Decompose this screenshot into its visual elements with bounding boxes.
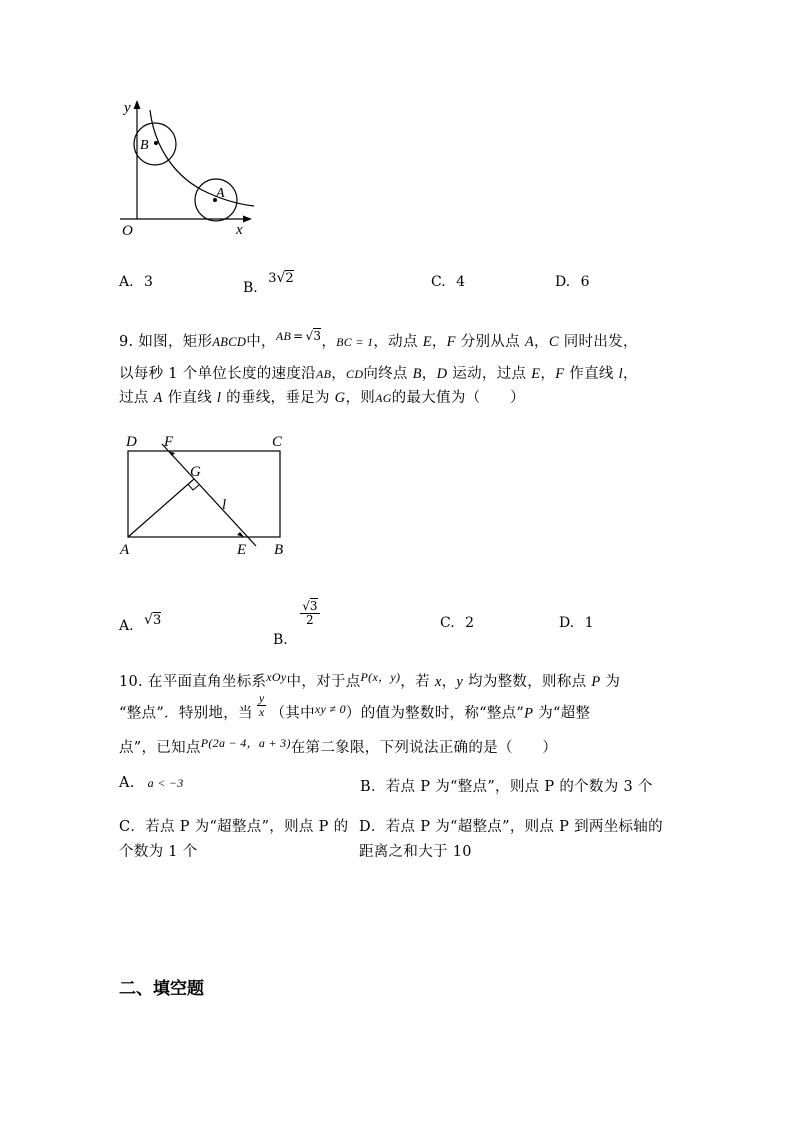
option-text-line1: C．若点 P 为“超整点”，则点 P 的 <box>119 819 349 835</box>
rect-name: ABCD <box>212 335 247 349</box>
var-f: F <box>446 334 456 350</box>
q9-text: 如图，矩形 <box>138 334 213 350</box>
fraction-numerator: √3 <box>302 599 318 613</box>
q9-text: 向终点 <box>363 366 413 382</box>
q8-option-d[interactable] <box>555 274 590 290</box>
q9-text: 运动，过点 <box>447 366 532 382</box>
label-b: B <box>274 542 284 558</box>
label-o: O <box>122 223 133 238</box>
q9-text: ， <box>540 366 556 382</box>
radical-sign: √ <box>276 270 286 286</box>
q9-text: ， <box>534 334 549 350</box>
q9-text: 的最大值为（ ） <box>391 390 525 406</box>
label-g: G <box>190 464 201 480</box>
q10-text: ）的值为整数时，称“整点” <box>345 705 525 722</box>
option-value: a < −3 <box>147 776 184 790</box>
q9-option-c[interactable] <box>440 615 474 631</box>
q9-text: ， <box>431 334 447 350</box>
q9-figure <box>116 430 296 560</box>
q9-line-2 <box>119 362 638 383</box>
q9-text: ，则 <box>345 390 376 406</box>
option-text-line2: 距离之和大于 10 <box>359 844 472 860</box>
condition: xy ≠ 0 <box>314 701 346 716</box>
q9-text: ， <box>321 334 337 350</box>
q9-text: ，动点 <box>373 334 423 350</box>
y-axis-arrow <box>134 100 141 109</box>
var-p: P <box>591 674 601 690</box>
section-heading: 二、填空题 <box>119 979 204 999</box>
var-b: B <box>412 366 422 382</box>
x-axis-arrow <box>243 216 252 223</box>
q9-text: 同时出发， <box>558 334 638 350</box>
q9-text: 作直线 <box>564 366 619 382</box>
option-letter: D. <box>559 615 575 631</box>
label-a: A <box>216 186 225 201</box>
label-a: A <box>120 542 130 558</box>
q10-text: “整点”．特别地，当 <box>119 705 253 722</box>
label-c: C <box>272 434 283 450</box>
q10-line-3 <box>119 736 557 757</box>
q9-line-3 <box>119 386 525 407</box>
fraction <box>300 600 319 627</box>
fraction-denominator: x <box>258 705 265 719</box>
label-e: E <box>237 542 247 558</box>
label-l: l <box>222 497 227 513</box>
q9-text: 中， <box>246 334 276 350</box>
question-number: 10. <box>119 674 143 690</box>
var-x: x <box>434 674 442 690</box>
q8-option-a[interactable] <box>119 274 153 290</box>
option-letter: A. <box>119 618 134 634</box>
radicand: 3 <box>152 613 162 628</box>
option-letter: A. <box>119 775 135 791</box>
var-a: A <box>524 334 535 350</box>
q10-text: 在第二象限，下列说法正确的是（ ） <box>290 740 558 756</box>
q9-text: 过点 <box>119 390 154 406</box>
segment-ag <box>128 479 194 537</box>
q9-text: ， <box>421 366 437 382</box>
q10-text: （其中 <box>270 705 315 722</box>
q8-option-c[interactable] <box>431 274 465 290</box>
ag-label: AG <box>375 391 392 405</box>
arrow-e <box>237 532 244 537</box>
rectangle-abcd <box>128 451 280 537</box>
fraction-denominator: 2 <box>306 613 314 627</box>
question-number: 9. <box>119 334 134 350</box>
radicand: 2 <box>285 271 294 286</box>
q9-text: ， <box>622 366 638 382</box>
q10-option-c[interactable] <box>119 815 348 861</box>
radicand: 3 <box>313 329 322 343</box>
option-value: 3 <box>144 274 153 290</box>
q10-text: 在平面直角坐标系 <box>147 674 267 690</box>
q10-line-2 <box>119 691 591 727</box>
point-p-coords: P(x，y) <box>360 670 401 684</box>
bc-eq: BC = 1 <box>336 335 374 349</box>
ab-label: AB <box>275 329 292 343</box>
option-letter: C. <box>431 274 446 290</box>
var-y: y <box>456 674 464 690</box>
right-angle-mark <box>188 484 199 490</box>
q8-figure <box>112 96 262 238</box>
ab-label: AB <box>315 367 332 381</box>
var-a: A <box>153 390 163 406</box>
cd-label: CD <box>346 367 364 381</box>
var-c: C <box>548 334 559 350</box>
point-b <box>154 141 158 145</box>
q9-text: 的垂线，垂足为 <box>221 390 335 406</box>
option-letter: B. <box>243 280 258 296</box>
q9-option-d[interactable] <box>559 615 594 631</box>
q10-text: 为 <box>600 674 621 690</box>
option-text-line1: D．若点 P 为“超整点”，则点 P 到两坐标轴的 <box>359 819 663 835</box>
var-d: D <box>436 366 448 382</box>
eq-sign: = <box>293 329 304 343</box>
q9-line-1 <box>119 330 638 351</box>
q10-option-b[interactable] <box>360 775 653 796</box>
option-value: 4 <box>456 274 466 290</box>
point-p-coords: P(2a − 4，a + 3) <box>200 736 291 750</box>
var-p: P <box>524 705 534 722</box>
label-x: x <box>236 222 243 238</box>
label-f: F <box>164 434 174 450</box>
q9-text: ， <box>331 366 347 382</box>
label-b: B <box>140 138 149 153</box>
option-text: B．若点 P 为“整点”，则点 P 的个数为 3 个 <box>360 779 653 795</box>
option-value: 6 <box>580 274 590 290</box>
q9-text: 分别从点 <box>455 334 525 350</box>
arrow-f <box>168 451 175 456</box>
q10-text: ， <box>441 674 457 690</box>
option-letter: C. <box>440 615 455 631</box>
var-l: l <box>216 390 222 406</box>
q10-text: 为“超整 <box>533 705 591 722</box>
fraction-numerator: y <box>258 691 265 705</box>
q10-line-1 <box>119 670 620 691</box>
option-value: 1 <box>584 615 594 631</box>
q10-text: 点”，已知点 <box>119 740 201 756</box>
option-letter: A. <box>119 274 134 290</box>
q10-option-d[interactable] <box>359 815 663 861</box>
option-value-coef: 3 <box>268 271 277 286</box>
var-f: F <box>555 366 565 382</box>
curve <box>150 110 254 206</box>
q10-text: 中，对于点 <box>286 674 361 690</box>
label-d: D <box>126 434 137 450</box>
option-letter: D. <box>555 274 571 290</box>
option-value: 2 <box>465 615 475 631</box>
q10-text: 均为整数，则称点 <box>463 674 592 690</box>
q9-option-b[interactable] <box>273 599 320 648</box>
radical-sign: √ <box>144 612 153 628</box>
var-g: G <box>334 390 346 406</box>
xoy-label: xOy <box>266 670 287 684</box>
option-letter: B. <box>273 631 288 648</box>
fraction-y-over-x <box>257 692 267 719</box>
var-l: l <box>618 366 623 382</box>
q10-option-a[interactable] <box>119 775 184 791</box>
q8-option-b[interactable] <box>243 270 294 296</box>
label-y: y <box>124 100 131 116</box>
var-e: E <box>531 366 541 382</box>
radical-sign: √ <box>305 329 314 343</box>
option-text-line2: 个数为 1 个 <box>119 844 198 860</box>
q9-text: 作直线 <box>162 390 217 406</box>
q10-text: ，若 <box>400 674 435 690</box>
var-e: E <box>422 334 432 350</box>
q9-text: 以每秒 1 个单位长度的速度沿 <box>119 366 316 382</box>
q9-option-a[interactable] <box>119 612 162 634</box>
